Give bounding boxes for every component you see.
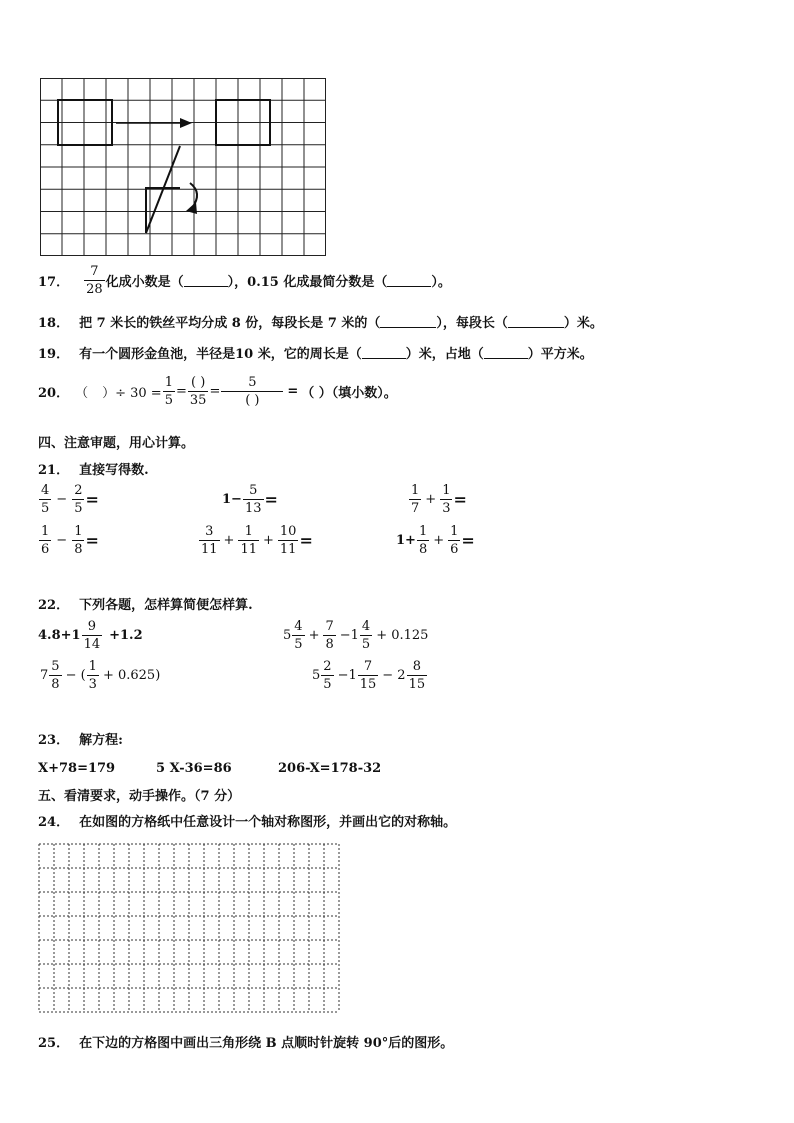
question-18: 18． 把 7 米长的铁丝平均分成 8 份，每段长是 7 米的（ ），每段长（ ）米。 xyxy=(38,312,603,331)
answer-blank[interactable] xyxy=(484,346,528,359)
drawing-grid-paper[interactable] xyxy=(38,843,340,1013)
q21-item-6: 1+ $\frac{1}{8}$ + $\frac{1}{6}$ = xyxy=(396,524,475,557)
q21-item-2: 1− $\frac{5}{13}$ = xyxy=(222,483,278,516)
q21-item-3: $\frac{1}{7}$ + $\frac{1}{3}$ = xyxy=(411,483,467,516)
q21-item-5: $\frac{3}{11}$ + $\frac{1}{11}$ + $\frac{10}{11}$ = xyxy=(201,524,313,557)
q22-expression-1: 4.8+1 $\frac{9}{14}$ +1.2 xyxy=(38,619,143,652)
fraction: $\frac{1}{5}$ xyxy=(164,375,173,408)
fraction: $\frac{( )}{35}$ xyxy=(189,375,207,408)
transform-grid-figure xyxy=(40,78,326,256)
question-23-title: 23． 解方程: xyxy=(38,733,123,748)
equation-3: 206-X=178-32 xyxy=(278,761,382,776)
fraction: $\frac{7}{28}$ xyxy=(86,264,103,297)
question-19: 19． 有一个圆形金鱼池，半径是10 米，它的周长是（ ）米，占地（ ）平方米。 xyxy=(38,343,593,362)
equation-1: X+78=179 xyxy=(38,761,116,776)
question-number: 19． xyxy=(38,347,70,362)
question-24: 24． 在如图的方格纸中任意设计一个轴对称图形，并画出它的对称轴。 xyxy=(38,815,457,830)
question-17: 17． $\frac{7}{28}$ 化成小数是（ ），0.15 化成最简分数是（ ）。 xyxy=(38,264,451,297)
question-21-title: 21． 直接写得数. xyxy=(38,463,149,478)
question-number: 20． xyxy=(38,386,70,401)
q22-expression-4: 5 $\frac{2}{5}$ −1 $\frac{7}{15}$ − 2 $\frac{8}{15}$ xyxy=(312,659,426,692)
answer-blank[interactable] xyxy=(380,315,436,328)
question-22-title: 22． 下列各题，怎样算简便怎样算. xyxy=(38,598,253,613)
question-25: 25． 在下边的方格图中画出三角形绕 B 点顺时针旋转 90°后的图形。 xyxy=(38,1036,454,1051)
answer-blank[interactable] xyxy=(184,274,228,287)
question-20: 20． （ ）÷ 30 = $\frac{1}{5}$ = $\frac{( )}{35}$ = $\frac{5}{( )}$ = （ ）（填小数）。 xyxy=(38,375,397,408)
section-heading-5: 五、看清要求，动手操作。（7 分） xyxy=(38,789,241,804)
question-number: 17． xyxy=(38,275,70,290)
section-heading-4: 四、注意审题，用心计算。 xyxy=(38,436,195,451)
q22-expression-3: 7 $\frac{5}{8}$ − ( $\frac{1}{3}$ + 0.625) xyxy=(40,659,161,692)
fraction: $\frac{5}{( )}$ xyxy=(221,376,283,407)
rotation-arrow xyxy=(186,183,197,214)
answer-blank[interactable] xyxy=(362,346,406,359)
question-number: 18． xyxy=(38,316,70,331)
translation-arrow xyxy=(116,118,192,128)
equation-2: 5 X-36=86 xyxy=(156,761,232,776)
q21-item-1: $\frac{4}{5}$ − $\frac{2}{5}$ = xyxy=(41,483,99,516)
answer-blank[interactable] xyxy=(508,315,564,328)
q21-item-4: $\frac{1}{6}$ − $\frac{1}{8}$ = xyxy=(41,524,99,557)
q22-expression-2: 5 $\frac{4}{5}$ + $\frac{7}{8}$ −1 $\frac{4}{5}$ + 0.125 xyxy=(283,619,429,652)
answer-blank[interactable] xyxy=(387,274,431,287)
